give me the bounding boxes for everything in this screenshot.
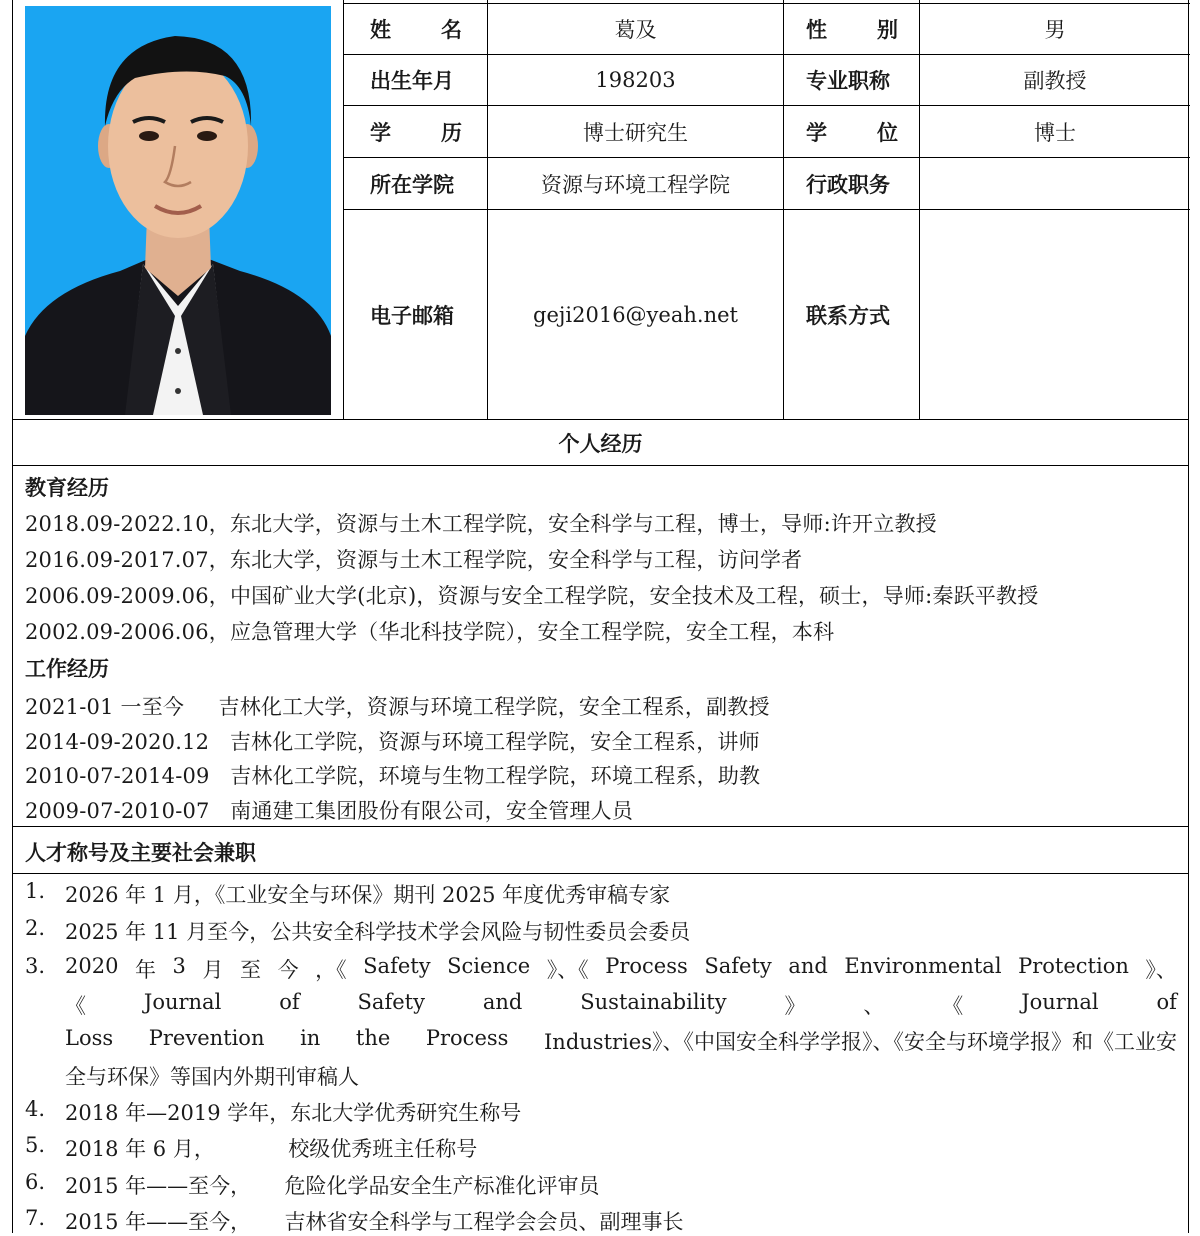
honor-item: 2018 年 6 月， 校级优秀班主任称号 (65, 1137, 478, 1161)
name-value: 葛及 (614, 18, 657, 42)
honor-item-line: 全与环保》等国内外期刊审稿人 (65, 1065, 359, 1089)
education-label: 学 历 (370, 120, 462, 145)
honors-heading (12, 826, 1189, 874)
college-value: 资源与环境工程学院 (541, 172, 730, 197)
admin-value (920, 158, 1190, 209)
list-number: 1. (25, 879, 46, 903)
honors-list (12, 874, 1189, 1233)
work-history-heading: 工作经历 (25, 657, 109, 681)
admin-label: 行政职务 (806, 172, 890, 197)
email-label: 电子邮箱 (370, 303, 454, 328)
profile-photo (25, 6, 331, 415)
list-number: 5. (25, 1133, 46, 1157)
work-line: 2009-07-2010-07 南通建工集团股份有限公司，安全管理人员 (25, 799, 634, 823)
gender-value: 男 (1044, 18, 1066, 42)
gender-label: 性 别 (806, 18, 898, 42)
list-number: 4. (25, 1097, 46, 1121)
degree-value: 博士 (1034, 120, 1076, 145)
birth-value: 198203 (595, 68, 676, 92)
education-line: 2018.09-2022.10，东北大学，资源与土木工程学院，安全科学与工程，博士，导师:许开立教授 (25, 512, 937, 536)
education-line: 2002.09-2006.06，应急管理大学（华北科技学院），安全工程学院，安全工程，本科 (25, 620, 835, 644)
honor-item-line: 2020 年 3 月 至 今 ，《 Safety Science 》、《 Process Safety and Environmental Protection 》、 (65, 954, 1177, 982)
degree-label: 学 位 (806, 120, 898, 145)
profile-table (12, 0, 1189, 420)
experience-section (12, 466, 1189, 826)
college-label: 所在学院 (370, 172, 454, 197)
name-label: 姓 名 (370, 18, 462, 42)
title-label: 专业职称 (806, 69, 890, 93)
title-value: 副教授 (1023, 69, 1087, 93)
honor-item: 2015 年——至今， 吉林省安全科学与工程学会会员、副理事长 (65, 1210, 684, 1234)
resume-page (12, 0, 1189, 1233)
honor-item-line: Loss Prevention in the Process Industries》、《中国安全科学学报》、《安全与环境学报》和《工业安 (65, 1026, 1177, 1054)
honor-item: 2026 年 1 月，《工业安全与环保》期刊 2025 年度优秀审稿专家 (65, 883, 671, 907)
honor-item: 2025 年 11 月至今，公共安全科学技术学会风险与韧性委员会委员 (65, 920, 691, 944)
list-number: 7. (25, 1206, 46, 1230)
work-line: 2014-09-2020.12 吉林化工学院，资源与环境工程学院，安全工程系，讲师 (25, 730, 760, 754)
education-history-heading: 教育经历 (25, 476, 109, 500)
list-number: 2. (25, 916, 46, 940)
education-value: 博士研究生 (583, 120, 688, 145)
honor-item: 2015 年——至今， 危险化学品安全生产标准化评审员 (65, 1174, 600, 1198)
honor-item: 2018 年—2019 学年，东北大学优秀研究生称号 (65, 1101, 522, 1125)
honor-item-line: 《 Journal of Safety and Sustainability 》 、 《 Journal of (65, 990, 1177, 1018)
work-line: 2021-01 一至今 吉林化工大学，资源与环境工程学院，安全工程系，副教授 (25, 695, 770, 719)
contact-value (920, 210, 1190, 419)
list-number: 6. (25, 1170, 46, 1194)
education-line: 2016.09-2017.07，东北大学，资源与土木工程学院，安全科学与工程，访问学者 (25, 548, 803, 572)
birth-label: 出生年月 (370, 69, 454, 93)
education-line: 2006.09-2009.06，中国矿业大学(北京)，资源与安全工程学院，安全技术及工程，硕士，导师:秦跃平教授 (25, 584, 1039, 608)
contact-label: 联系方式 (806, 303, 890, 328)
work-line: 2010-07-2014-09 吉林化工学院，环境与生物工程学院，环境工程系，助教 (25, 764, 761, 788)
experience-title: 个人经历 (12, 420, 1189, 466)
email-value: geji2016@yeah.net (533, 302, 738, 327)
honors-title: 人才称号及主要社会兼职 (25, 841, 256, 865)
list-number: 3. (25, 954, 46, 978)
